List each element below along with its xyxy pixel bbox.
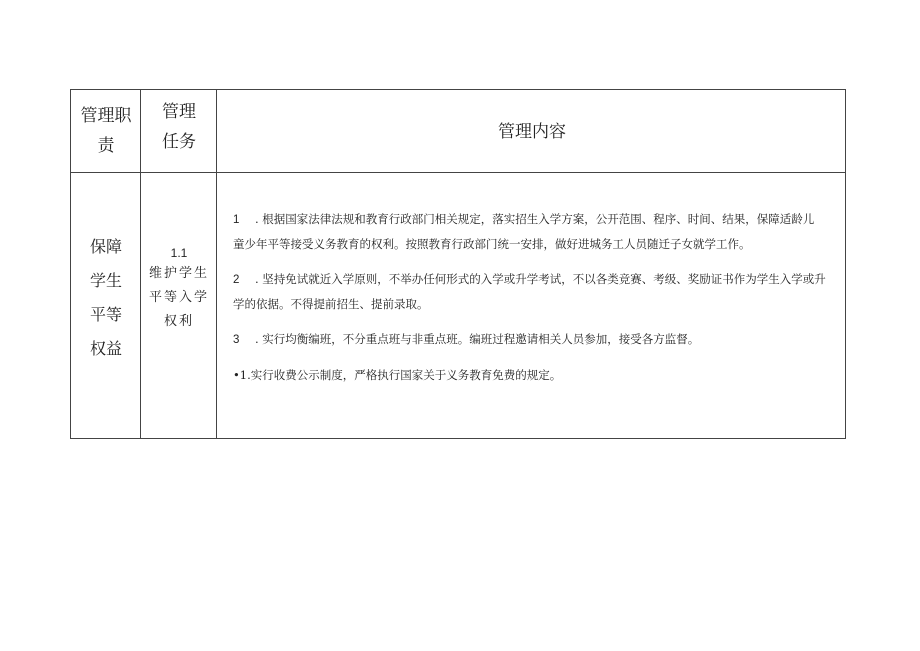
header-task	[141, 98, 217, 158]
item-number: 3	[233, 334, 240, 346]
item-text-line: 童少年平等接受义务教育的权利。按照教育行政部门统一安排，做好进城务工人员随迁子女就学工作。	[233, 237, 751, 251]
task-line: 权利	[163, 314, 194, 329]
row-divider	[71, 172, 845, 173]
item-text-line: . 坚持免试就近入学原则，不举办任何形式的入学或升学考试，不以各类竞赛、考级、奖励证书作为学生入学或升	[255, 272, 826, 286]
item-number: 1	[233, 214, 240, 226]
item-text-line: 学的依据。不得提前招生、提前录取。	[233, 297, 429, 311]
duty-line: 权益	[89, 339, 122, 358]
header-duty-line: 责	[97, 135, 115, 156]
duty-line: 学生	[89, 271, 122, 290]
task-cell	[141, 244, 217, 334]
content-cell	[233, 207, 843, 387]
item-text-line: . 根据国家法律法规和教育行政部门相关规定，落实招生入学方案，公开范围、程序、时间、结果，保障适龄儿	[255, 212, 815, 226]
content-item	[233, 327, 843, 352]
task-line: 平等入学	[148, 290, 209, 305]
header-content-label: 管理内容	[498, 122, 566, 142]
task-number: 1.1	[170, 246, 188, 260]
item-text-line: •1.实行收费公示制度，严格执行国家关于义务教育免费的规定。	[233, 368, 562, 382]
header-content	[217, 118, 847, 148]
header-task-line: 管理	[162, 102, 196, 122]
content-item-continuation	[233, 232, 843, 256]
task-line: 维护学生	[148, 266, 209, 281]
item-number: 2	[233, 274, 240, 286]
responsibility-table	[70, 89, 846, 439]
header-duty-line: 管理职	[80, 106, 132, 126]
content-item-continuation	[233, 292, 843, 316]
header-task-line: 任务	[162, 131, 196, 152]
duty-cell	[71, 230, 141, 366]
duty-line: 保障	[89, 237, 122, 256]
content-item	[233, 267, 843, 292]
duty-line: 平等	[89, 305, 122, 324]
item-text-line: . 实行均衡编班，不分重点班与非重点班。编班过程邀请相关人员参加，接受各方监督。	[255, 332, 700, 346]
content-item	[233, 207, 843, 232]
header-duty	[71, 102, 141, 162]
content-item	[233, 363, 843, 387]
